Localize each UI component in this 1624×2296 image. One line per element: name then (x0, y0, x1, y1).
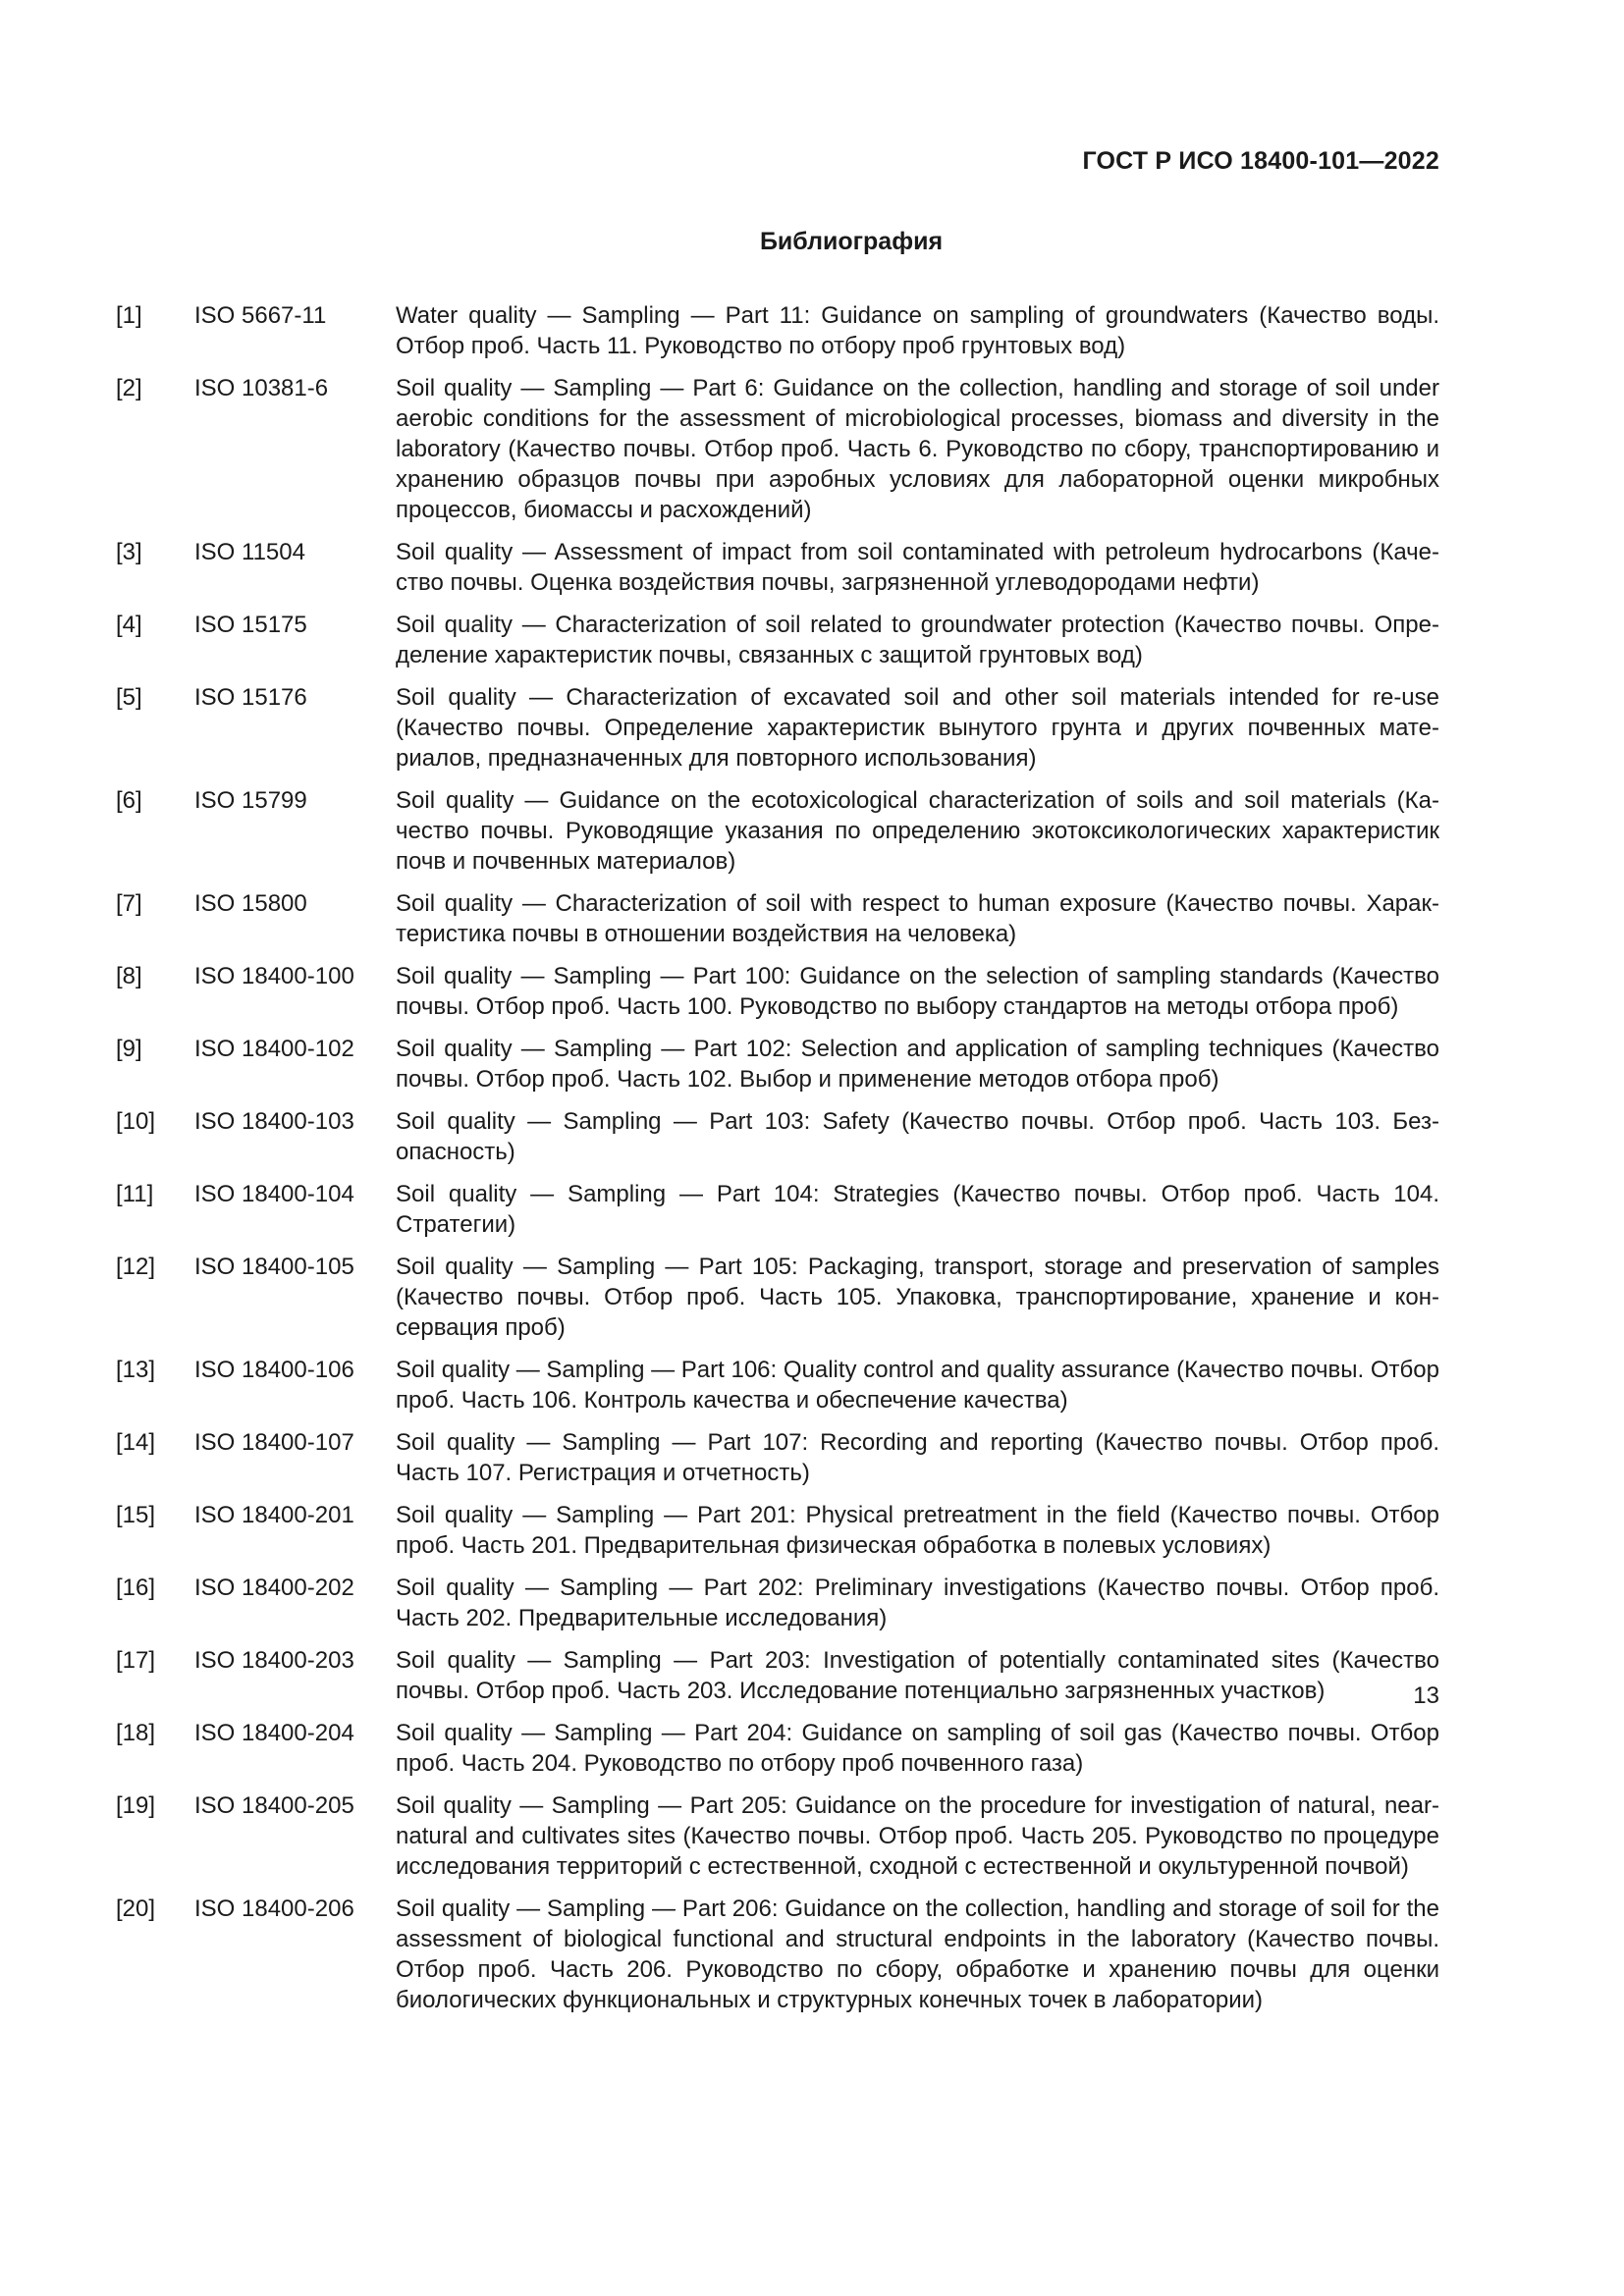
entry-number: [2] (116, 375, 142, 401)
entry-title: Soil quality — Sampling — Part 105: Packaging, transport, storage and preservation of samples (Качество почвы. Отбор проб. Часть 105. Упаковка, транспортирование, хранение и консервация проб) (396, 1254, 1439, 1341)
entry-title: Soil quality — Guidance on the ecotoxicological characterization of soils and soil materials (Качество почвы. Руководящие указания по определению экотоксикологических характеристик почв и почвенных материалов) (396, 787, 1439, 875)
entry-number: [19] (116, 1792, 156, 1819)
entry-number: [17] (116, 1647, 156, 1674)
entry-standard-code: ISO 18400-105 (194, 1254, 354, 1280)
entry-number: [5] (116, 684, 142, 711)
entry-standard-code: ISO 15176 (194, 684, 307, 711)
entry-standard-code: ISO 18400-203 (194, 1647, 354, 1674)
entry-number: [12] (116, 1254, 156, 1280)
entry-number: [4] (116, 612, 142, 638)
bibliography-entry (116, 1894, 1439, 2015)
entry-standard-code: ISO 18400-204 (194, 1720, 354, 1746)
bibliography-entry (116, 1355, 1439, 1415)
entry-number: [15] (116, 1502, 156, 1528)
entry-standard-code: ISO 18400-100 (194, 963, 354, 989)
bibliography-entry (116, 300, 1439, 361)
entry-standard-code: ISO 18400-205 (194, 1792, 354, 1819)
entry-title: Soil quality — Sampling — Part 100: Guidance on the selection of sampling standards (Качество почвы. Отбор проб. Часть 100. Руководство по выбору стандартов на методы отбора проб) (396, 963, 1439, 1020)
entry-standard-code: ISO 18400-206 (194, 1896, 354, 1922)
entry-standard-code: ISO 11504 (194, 539, 305, 565)
entry-title: Water quality — Sampling — Part 11: Guidance on sampling of groundwaters (Качество воды. Отбор проб. Часть 11. Руководство по отбору проб грунтовых вод) (396, 302, 1439, 359)
bibliography-entry (116, 785, 1439, 877)
entry-number: [16] (116, 1575, 156, 1601)
entry-number: [7] (116, 890, 142, 917)
entry-title: Soil quality — Characterization of soil related to groundwater protection (Качество почвы. Определение характеристик почвы, связанных с защитой грунтовых вод) (396, 612, 1439, 668)
page-number: 13 (1413, 1682, 1439, 1709)
bibliography-entry (116, 1427, 1439, 1488)
bibliography-entry (116, 1645, 1439, 1706)
bibliography-entry (116, 1718, 1439, 1779)
bibliography-entry (116, 1179, 1439, 1240)
bibliography-entry (116, 1500, 1439, 1561)
entry-number: [6] (116, 787, 142, 814)
entry-standard-code: ISO 15800 (194, 890, 307, 917)
entry-standard-code: ISO 5667-11 (194, 302, 327, 329)
bibliography-title: Библиография (759, 228, 944, 255)
bibliography-entry (116, 888, 1439, 949)
entry-standard-code: ISO 10381-6 (194, 375, 329, 401)
bibliography-entry (116, 682, 1439, 774)
entry-number: [13] (116, 1357, 156, 1383)
entry-title: Soil quality — Sampling — Part 203: Investigation of potentially contaminated sites (Качество почвы. Отбор проб. Часть 203. Исследование потенциально загрязненных участков) (396, 1647, 1439, 1704)
bibliography-entry (116, 1034, 1439, 1095)
entry-title: Soil quality — Characterization of soil with respect to human exposure (Качество почвы. Характеристика почвы в отношении воздействия на человека) (396, 890, 1439, 947)
entry-number: [1] (116, 302, 142, 329)
entry-title: Soil quality — Sampling — Part 104: Strategies (Качество почвы. Отбор проб. Часть 104. Стратегии) (396, 1181, 1439, 1238)
entry-title: Soil quality — Sampling — Part 106: Quality control and quality assurance (Качество почвы. Отбор проб. Часть 106. Контроль качества и обеспечение качества) (396, 1357, 1439, 1414)
document-code-header: ГОСТ Р ИСО 18400-101—2022 (1082, 147, 1439, 175)
entry-standard-code: ISO 15799 (194, 787, 307, 814)
entry-title: Soil quality — Sampling — Part 102: Selection and application of sampling techniques (Качество почвы. Отбор проб. Часть 102. Выбор и применение методов отбора проб) (396, 1036, 1439, 1093)
entry-standard-code: ISO 18400-104 (194, 1181, 354, 1207)
entry-number: [14] (116, 1429, 156, 1456)
entry-standard-code: ISO 18400-202 (194, 1575, 354, 1601)
entry-title: Soil quality — Sampling — Part 205: Guidance on the procedure for investigation of natural, near-natural and cultivates sites (Качество почвы. Отбор проб. Часть 205. Руководство по процедуре исследования территорий с естественной, сходной с естественной и окультуренной почвой) (396, 1792, 1439, 1880)
bibliography-entry (116, 961, 1439, 1022)
bibliography-entry (116, 610, 1439, 670)
entry-number: [3] (116, 539, 142, 565)
entry-number: [11] (116, 1181, 154, 1207)
bibliography-entry (116, 373, 1439, 525)
bibliography-entry (116, 1790, 1439, 1882)
entry-number: [8] (116, 963, 142, 989)
entry-title: Soil quality — Sampling — Part 202: Preliminary investigations (Качество почвы. Отбор проб. Часть 202. Предварительные исследования) (396, 1575, 1439, 1631)
entry-title: Soil quality — Sampling — Part 206: Guidance on the collection, handling and storage of soil for the assessment of biological functional and structural endpoints in the laboratory (Качество почвы. Отбор проб. Часть 206. Руководство по сбору, обработке и хранению почвы для оценки биологических функциональных и структурных конечных точек в лаборатории) (396, 1896, 1439, 2013)
bibliography-entry (116, 1106, 1439, 1167)
entry-title: Soil quality — Characterization of excavated soil and other soil materials intended for re-use (Качество почвы. Определение характеристик вынутого грунта и других почвенных материалов, предназначенных для повторного использования) (396, 684, 1439, 772)
entry-number: [10] (116, 1108, 156, 1135)
bibliography-list (116, 300, 1439, 2027)
entry-title: Soil quality — Sampling — Part 6: Guidance on the collection, handling and storage of soil under aerobic conditions for the assessment of microbiological processes, biomass and diversity in the laboratory (Качество почвы. Отбор проб. Часть 6. Руководство по сбору, транспортированию и хранению образцов почвы при аэробных условиях для лабораторной оценки микробных процессов, биомассы и расхождений) (396, 375, 1439, 523)
entry-standard-code: ISO 18400-102 (194, 1036, 354, 1062)
entry-title: Soil quality — Assessment of impact from soil contaminated with petroleum hydrocarbons (Качество почвы. Оценка воздействия почвы, загрязненной углеводородами нефти) (396, 539, 1439, 596)
bibliography-entry (116, 1573, 1439, 1633)
bibliography-entry (116, 537, 1439, 598)
entry-number: [9] (116, 1036, 142, 1062)
entry-title: Soil quality — Sampling — Part 103: Safety (Качество почвы. Отбор проб. Часть 103. Безопасность) (396, 1108, 1439, 1165)
entry-number: [18] (116, 1720, 156, 1746)
entry-standard-code: ISO 18400-107 (194, 1429, 354, 1456)
entry-title: Soil quality — Sampling — Part 201: Physical pretreatment in the field (Качество почвы. Отбор проб. Часть 201. Предварительная физическая обработка в полевых условиях) (396, 1502, 1439, 1559)
entry-standard-code: ISO 18400-201 (194, 1502, 354, 1528)
bibliography-entry (116, 1252, 1439, 1343)
entry-number: [20] (116, 1896, 156, 1922)
entry-title: Soil quality — Sampling — Part 107: Recording and reporting (Качество почвы. Отбор проб. Часть 107. Регистрация и отчетность) (396, 1429, 1439, 1486)
entry-standard-code: ISO 15175 (194, 612, 307, 638)
entry-title: Soil quality — Sampling — Part 204: Guidance on sampling of soil gas (Качество почвы. Отбор проб. Часть 204. Руководство по отбору проб почвенного газа) (396, 1720, 1439, 1777)
entry-standard-code: ISO 18400-106 (194, 1357, 354, 1383)
entry-standard-code: ISO 18400-103 (194, 1108, 354, 1135)
